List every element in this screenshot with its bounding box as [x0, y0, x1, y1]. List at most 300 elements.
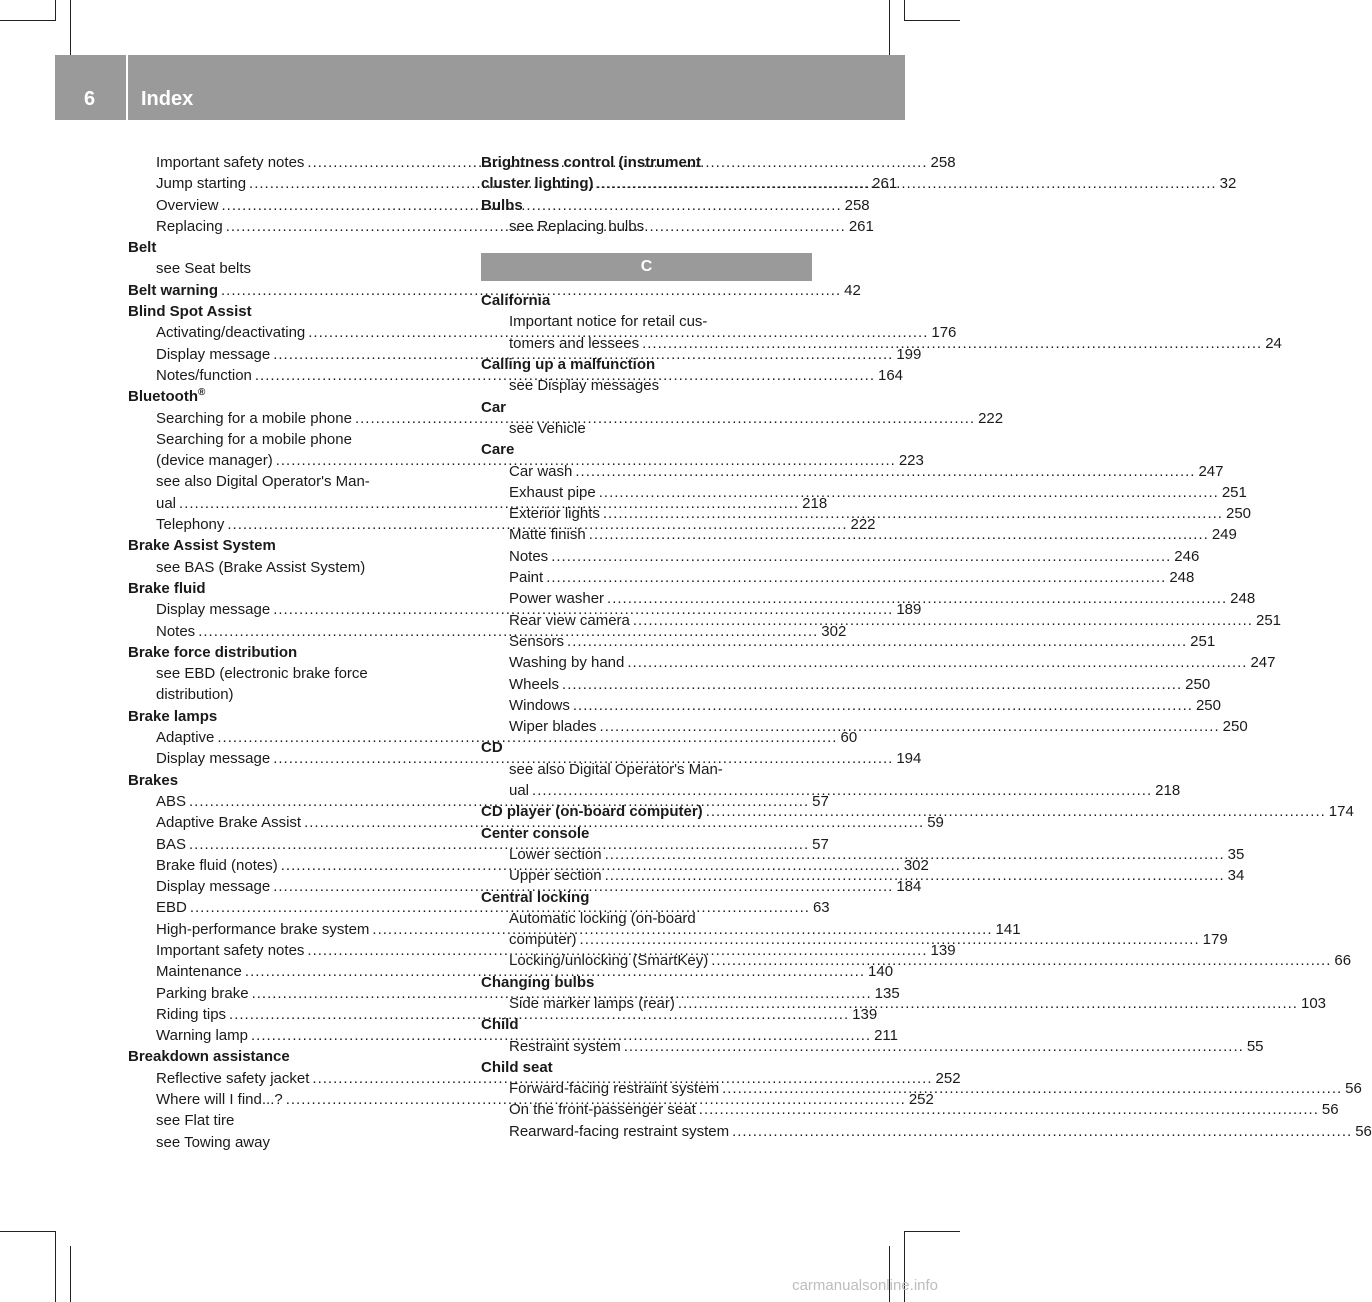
entry-text	[481, 1014, 519, 1035]
dot-leader	[699, 1099, 1319, 1120]
entry-text	[128, 1046, 290, 1067]
entry-text	[481, 354, 655, 375]
index-entry-heading	[481, 397, 812, 418]
crop-mark-bottom-left-v2	[55, 1231, 56, 1302]
entry-text	[156, 1110, 234, 1131]
entry-text	[156, 173, 246, 194]
index-entry-heading	[128, 535, 459, 556]
index-entry-heading	[481, 1057, 812, 1078]
index-subentry	[481, 546, 1200, 567]
page-reference: 176	[931, 324, 957, 342]
entry-text	[128, 578, 206, 599]
dot-leader	[567, 631, 1187, 652]
entry-label: Calling up a malfunction	[481, 356, 656, 374]
entry-label: Important notice for retail cus-	[509, 313, 708, 331]
entry-label: Blind Spot Assist	[128, 303, 252, 321]
dot-leader	[711, 950, 1331, 971]
entry-label: Upper section	[509, 867, 602, 885]
page-reference: 66	[1334, 952, 1352, 970]
dot-leader	[562, 674, 1182, 695]
index-entry-heading	[128, 1046, 459, 1067]
entry-text	[509, 333, 639, 354]
index-entry-heading	[128, 770, 459, 791]
page-reference: 63	[812, 899, 830, 917]
entry-label: Side marker lamps (rear)	[509, 994, 675, 1012]
entry-label: ual	[509, 782, 530, 800]
dot-leader	[627, 652, 1247, 673]
entry-label: see Vehicle	[509, 419, 586, 437]
entry-label: Brake lamps	[128, 707, 218, 725]
entry-text	[156, 812, 301, 833]
entry-label: Bluetooth	[128, 388, 198, 406]
entry-label: ABS	[156, 792, 187, 810]
page-reference: 141	[995, 920, 1021, 938]
page-reference: 24	[1265, 334, 1282, 352]
entry-label: Reflective safety jacket	[156, 1069, 310, 1087]
page-reference: 223	[898, 452, 924, 470]
page-reference: 211	[874, 1027, 899, 1045]
entry-text	[509, 1099, 696, 1120]
entry-label: Sensors	[509, 632, 565, 650]
page-reference: 139	[930, 941, 956, 959]
entry-label: Parking brake	[156, 984, 249, 1002]
entry-text	[509, 610, 630, 631]
entry-label: Rearward-facing restraint system	[509, 1122, 730, 1140]
page-reference: 184	[896, 878, 922, 896]
page-reference: 222	[850, 516, 876, 534]
index-subentry	[481, 908, 812, 929]
page-reference: 218	[1155, 782, 1181, 800]
entry-text	[481, 173, 594, 194]
entry-label: Care	[481, 441, 515, 459]
entry-label: cluster lighting)	[481, 175, 594, 193]
entry-text	[509, 695, 570, 716]
entry-label: Exterior lights	[509, 505, 600, 523]
entry-text	[128, 706, 217, 727]
entry-label: Searching for a mobile phone	[156, 430, 352, 448]
entry-label: Riding tips	[156, 1005, 227, 1023]
entry-text	[509, 1121, 729, 1142]
page-reference: 140	[868, 963, 894, 981]
entry-label: see Towing away	[156, 1133, 270, 1151]
page-reference: 164	[878, 366, 904, 384]
index-entry-heading	[481, 354, 812, 375]
entry-label: Rear view camera	[509, 611, 630, 629]
page-reference: 218	[802, 494, 828, 512]
entry-label: see Seat belts	[156, 260, 252, 278]
index-entry-heading	[128, 301, 459, 322]
entry-label: CD player (on-board computer)	[481, 803, 703, 821]
index-subentry	[481, 216, 812, 237]
entry-text	[156, 1132, 270, 1153]
index-subentry	[481, 418, 812, 439]
index-entry-heading	[481, 972, 812, 993]
entry-text	[156, 983, 249, 1004]
entry-text	[481, 823, 589, 844]
page-reference: 252	[935, 1069, 961, 1087]
index-subentry	[128, 429, 459, 450]
entry-label: Activating/deactivating	[156, 324, 306, 342]
page-reference: 258	[930, 154, 956, 171]
page-reference: 56	[1355, 1122, 1372, 1140]
crop-mark-bottom-left-v	[70, 1246, 71, 1302]
dot-leader	[642, 333, 1262, 354]
index-subentry	[128, 471, 459, 492]
page-reference: 194	[896, 750, 922, 768]
entry-label: Brake force distribution	[128, 643, 298, 661]
entry-text	[481, 801, 703, 822]
entry-text	[156, 663, 368, 684]
entry-text	[509, 844, 602, 865]
entry-label: Notes/function	[156, 366, 252, 384]
entry-text	[156, 1004, 226, 1025]
entry-label: Brake fluid (notes)	[156, 856, 278, 874]
page-reference: 246	[1174, 547, 1200, 565]
page-reference: 57	[812, 792, 829, 810]
entry-label: Jump starting	[156, 175, 247, 193]
entry-text	[509, 631, 564, 652]
index-subentry	[481, 1121, 1372, 1142]
entry-label: Maintenance	[156, 963, 242, 981]
index-subentry	[128, 258, 459, 279]
page-reference: 179	[1202, 931, 1228, 949]
entry-text	[156, 919, 369, 940]
entry-text	[509, 546, 548, 567]
entry-label: see Display messages	[509, 377, 660, 395]
dot-leader	[546, 567, 1166, 588]
index-entry-heading	[481, 737, 812, 758]
entry-label: Overview	[156, 196, 219, 214]
entry-text	[156, 855, 278, 876]
crop-mark-top-left-v2	[55, 0, 56, 20]
entry-text	[481, 737, 503, 758]
entry-label: Center console	[481, 824, 590, 842]
entry-text	[509, 461, 572, 482]
page-reference: 249	[1211, 526, 1237, 544]
entry-text	[156, 940, 304, 961]
header-separator	[126, 55, 128, 120]
entry-text	[156, 258, 251, 279]
entry-text	[509, 929, 577, 950]
index-entry-heading	[481, 439, 812, 460]
page-title: Index	[141, 88, 194, 110]
entry-label: Washing by hand	[509, 654, 625, 672]
page-reference: 248	[1169, 569, 1195, 587]
index-letter-heading: C	[481, 253, 812, 281]
page-reference: 60	[840, 729, 858, 747]
entry-text	[128, 535, 276, 556]
entry-text	[481, 439, 514, 460]
entry-text	[156, 216, 223, 237]
entry-label: High-performance brake system	[156, 920, 370, 938]
entry-label: Important safety notes	[156, 941, 305, 959]
entry-text	[128, 301, 252, 322]
index-subentry	[481, 311, 812, 332]
crop-mark-top-left-h	[0, 20, 56, 21]
entry-text	[156, 599, 270, 620]
entry-label: Where will I find...?	[156, 1091, 283, 1109]
index-subentry	[481, 567, 1195, 588]
entry-label: ual	[156, 494, 177, 512]
entry-label: Locking/unlocking (SmartKey)	[509, 952, 709, 970]
index-subentry	[481, 759, 812, 780]
entry-text	[156, 365, 252, 386]
index-subentry	[128, 684, 459, 705]
entry-text	[156, 1068, 309, 1089]
entry-label: see EBD (electronic brake force	[156, 665, 368, 683]
entry-text	[509, 567, 543, 588]
entry-label: Restraint system	[509, 1037, 621, 1055]
page-reference: 248	[1230, 590, 1256, 608]
index-entry-heading	[128, 578, 459, 599]
index-entry-heading	[128, 706, 459, 727]
entry-text	[156, 152, 304, 173]
entry-text	[156, 897, 187, 918]
entry-label: Breakdown assistance	[128, 1048, 290, 1066]
index-entry-heading	[128, 237, 459, 258]
page-reference: 103	[1300, 994, 1327, 1012]
entry-label: Central locking	[481, 888, 590, 906]
entry-label: Matte finish	[509, 526, 586, 544]
index-entry-heading	[481, 823, 812, 844]
entry-label: Exhaust pipe	[509, 483, 596, 501]
dot-leader	[575, 461, 1195, 482]
entry-label: Wheels	[509, 675, 560, 693]
entry-text	[509, 503, 600, 524]
entry-text	[156, 471, 370, 492]
entry-text	[509, 716, 597, 737]
crop-mark-top-right-v	[889, 0, 890, 56]
entry-label: Adaptive	[156, 729, 215, 747]
dot-leader	[597, 173, 1217, 194]
dot-leader	[532, 780, 1152, 801]
entry-label: Bulbs	[481, 196, 523, 214]
entry-text	[156, 791, 186, 812]
entry-label: see also Digital Operator's Man-	[509, 760, 723, 778]
entry-label: see also Digital Operator's Man-	[156, 473, 370, 491]
entry-label: see Replacing bulbs	[509, 217, 645, 235]
dot-leader	[624, 1036, 1244, 1057]
index-subentry	[128, 1132, 459, 1153]
entry-label: Display message	[156, 878, 271, 896]
dot-leader	[678, 993, 1298, 1014]
entry-text	[156, 621, 195, 642]
entry-label: tomers and lessees	[509, 334, 640, 352]
entry-text	[481, 1057, 553, 1078]
page-reference: 258	[844, 196, 870, 214]
dot-leader	[599, 482, 1219, 503]
entry-text	[128, 237, 156, 258]
entry-text	[509, 1078, 719, 1099]
entry-text	[509, 950, 708, 971]
entry-label: Paint	[509, 569, 544, 587]
entry-text	[509, 418, 586, 439]
entry-text	[156, 684, 234, 705]
entry-text	[156, 557, 365, 578]
entry-text	[156, 322, 305, 343]
dot-leader	[603, 503, 1223, 524]
entry-label: see BAS (Brake Assist System)	[156, 558, 366, 576]
page-reference: 35	[1227, 845, 1245, 863]
index-entry-heading	[481, 1014, 812, 1035]
index-entry-heading	[128, 642, 459, 663]
dot-leader	[633, 610, 1253, 631]
entry-text	[156, 344, 270, 365]
entry-text	[156, 961, 242, 982]
entry-text	[509, 780, 529, 801]
entry-label: Belt	[128, 239, 157, 257]
index-entry-heading	[481, 290, 812, 311]
index-subentry	[128, 663, 459, 684]
entry-label: computer)	[509, 931, 577, 949]
entry-label: Windows	[509, 696, 570, 714]
entry-text	[156, 429, 352, 450]
entry-text	[481, 290, 550, 311]
page-reference: 251	[1190, 632, 1216, 650]
page-reference: 174	[1328, 803, 1354, 821]
entry-text	[156, 493, 176, 514]
index-subentry	[481, 716, 1248, 737]
entry-label: Display message	[156, 345, 271, 363]
page-reference: 56	[1345, 1080, 1362, 1098]
entry-text	[481, 152, 701, 173]
page-reference: 250	[1222, 718, 1248, 736]
page-reference: 55	[1246, 1037, 1264, 1055]
entry-label: Child seat	[481, 1058, 553, 1076]
crop-mark-top-left-v	[70, 0, 71, 56]
dot-leader	[573, 695, 1193, 716]
page-reference: 250	[1225, 505, 1252, 523]
entry-label: BAS	[156, 835, 187, 853]
entry-label: Car	[481, 398, 507, 416]
index-subentry	[128, 1110, 459, 1131]
page-reference: 32	[1219, 175, 1237, 193]
entry-label: Warning lamp	[156, 1027, 248, 1045]
registered-mark: ®	[197, 387, 206, 399]
entry-text	[509, 524, 586, 545]
entry-text	[509, 759, 723, 780]
entry-text	[156, 408, 352, 429]
entry-text	[156, 727, 214, 748]
index-entry-heading	[481, 152, 812, 173]
entry-label: Brake Assist System	[128, 537, 276, 555]
entry-text	[156, 876, 270, 897]
entry-text	[509, 588, 604, 609]
entry-label: Belt warning	[128, 281, 219, 299]
index-subentry	[481, 695, 1221, 716]
entry-label: Important safety notes	[156, 154, 305, 171]
page-reference: 247	[1198, 462, 1224, 480]
entry-text	[509, 375, 659, 396]
entry-text	[509, 674, 559, 695]
entry-text	[509, 216, 644, 237]
entry-text	[509, 652, 624, 673]
entry-label: Display message	[156, 601, 271, 619]
crop-mark-bottom-right-h	[904, 1231, 960, 1232]
page-reference: 139	[852, 1005, 878, 1023]
entry-label: California	[481, 292, 551, 310]
page-reference: 59	[927, 814, 944, 832]
crop-mark-top-right-v2	[904, 0, 905, 20]
entry-text	[156, 1025, 248, 1046]
index-entry-heading	[481, 195, 812, 216]
entry-label: see Flat tire	[156, 1112, 235, 1130]
index-subentry	[481, 674, 1211, 695]
dot-leader	[600, 716, 1220, 737]
entry-text	[128, 642, 297, 663]
page-reference: 250	[1185, 675, 1211, 693]
crop-mark-top-right-h	[904, 20, 960, 21]
dot-leader	[580, 929, 1200, 950]
entry-text	[128, 770, 178, 791]
entry-label: distribution)	[156, 686, 234, 704]
page-reference: 57	[812, 835, 829, 853]
entry-text	[509, 482, 596, 503]
entry-label: Forward-facing restraint system	[509, 1080, 720, 1098]
entry-text	[156, 1089, 283, 1110]
entry-text	[481, 195, 523, 216]
page-reference: 42	[844, 281, 861, 299]
entry-label: Searching for a mobile phone	[156, 409, 352, 427]
entry-text	[156, 514, 224, 535]
entry-label: Brightness control (instrument	[481, 154, 702, 171]
entry-label: Child	[481, 1016, 519, 1034]
page-reference: 251	[1255, 611, 1282, 629]
entry-label: Notes	[156, 622, 196, 640]
entry-label: Wiper blades	[509, 718, 597, 736]
page-reference: 252	[908, 1091, 934, 1109]
entry-label: Changing bulbs	[481, 973, 595, 991]
page-reference: 261	[848, 217, 874, 235]
entry-label: Adaptive Brake Assist	[156, 814, 302, 832]
dot-leader	[605, 844, 1225, 865]
entry-label: Car wash	[509, 462, 573, 480]
entry-label: Lower section	[509, 845, 602, 863]
page-number: 6	[84, 88, 96, 110]
entry-text	[481, 972, 594, 993]
page-reference: 250	[1195, 696, 1221, 714]
entry-label: Display message	[156, 750, 271, 768]
crop-mark-bottom-left-h	[0, 1231, 56, 1232]
index-subentry	[128, 557, 459, 578]
entry-label: (device manager)	[156, 452, 273, 470]
page-reference: 135	[874, 984, 900, 1002]
entry-text	[481, 887, 589, 908]
entry-label: Automatic locking (on-board	[509, 909, 696, 927]
index-subentry	[481, 375, 812, 396]
dot-leader	[607, 588, 1227, 609]
entry-label: Notes	[509, 547, 549, 565]
dot-leader	[732, 1121, 1352, 1142]
entry-text	[481, 397, 506, 418]
dot-leader	[706, 801, 1326, 822]
dot-leader	[605, 865, 1225, 886]
index-entry-heading	[481, 887, 812, 908]
entry-text	[509, 993, 675, 1014]
entry-label: On the front-passenger seat	[509, 1101, 696, 1119]
index-subentry	[481, 588, 1256, 609]
index-entry-heading	[128, 386, 459, 407]
page-reference: 222	[978, 409, 1004, 427]
entry-text	[509, 311, 707, 332]
entry-text	[156, 748, 270, 769]
entry-label: Power washer	[509, 590, 605, 608]
entry-label: Brakes	[128, 771, 179, 789]
page-reference: 261	[872, 175, 898, 193]
page-reference: 34	[1227, 867, 1245, 885]
watermark: carmanualsonline.info	[792, 1277, 938, 1294]
entry-label: Replacing	[156, 217, 223, 235]
